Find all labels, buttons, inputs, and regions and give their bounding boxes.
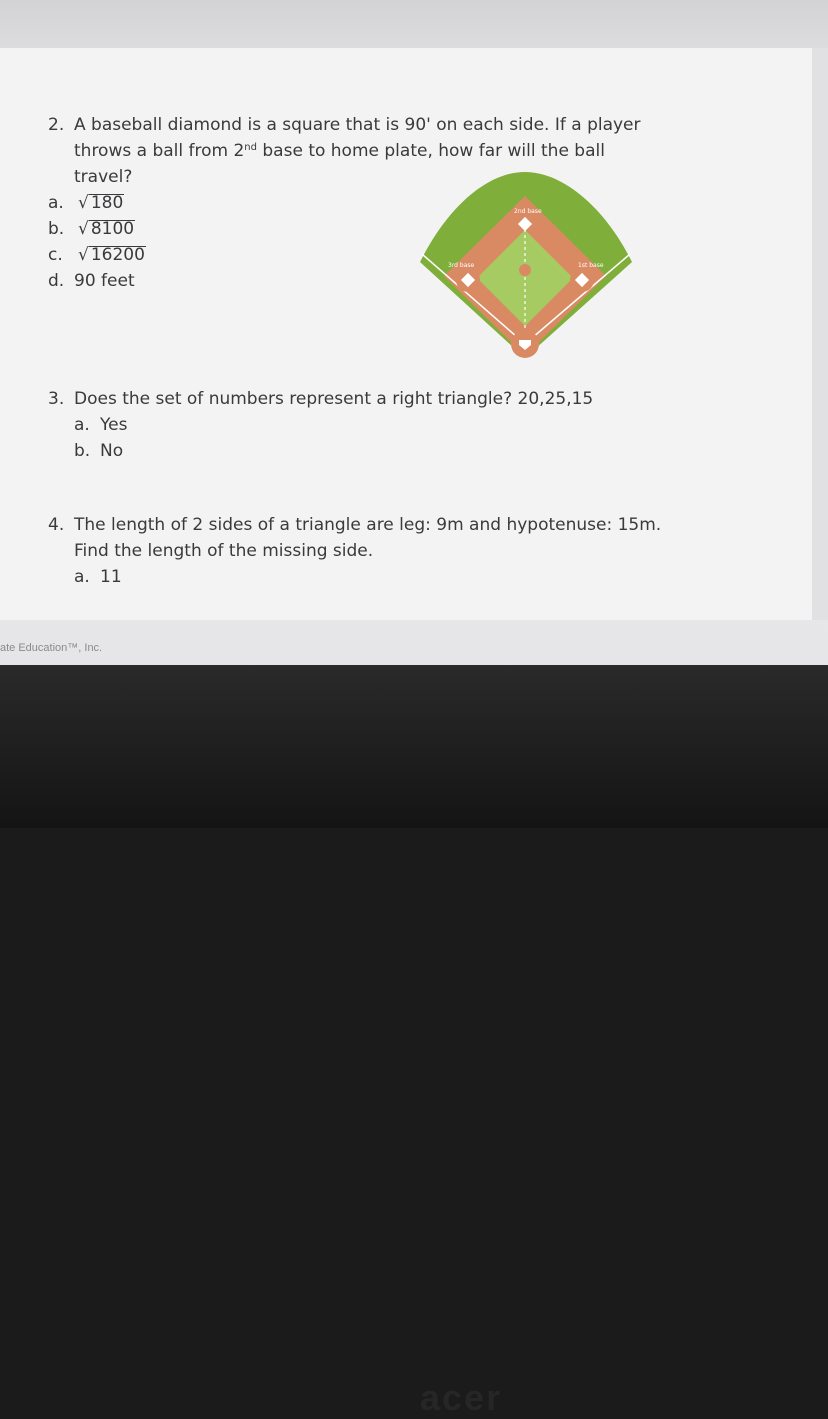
option-letter: b. [48, 219, 65, 239]
radicand: 8100 [90, 219, 135, 239]
screen [0, 0, 828, 665]
square-root-icon: √ [78, 245, 89, 265]
pitchers-mound [519, 264, 531, 276]
answer-option-a[interactable] [48, 412, 593, 438]
option-letter: d. [48, 271, 65, 291]
first-base-label: 1st base [578, 262, 604, 269]
option-letter: a. [74, 567, 90, 587]
option-letter: b. [74, 441, 91, 461]
question-text-line-1: A baseball diamond is a square that is 90' on each side. If a player [74, 115, 641, 135]
option-letter: c. [48, 245, 63, 265]
answer-option-a[interactable] [48, 564, 661, 590]
question-4 [48, 512, 661, 590]
ordinal-suffix: nd [244, 142, 257, 153]
third-base-label: 3rd base [448, 262, 475, 269]
option-text: No [100, 441, 124, 461]
option-letter: a. [74, 415, 90, 435]
question-text-line-2b: base to home plate, how far will the ball [256, 141, 605, 161]
radicand: 180 [90, 193, 124, 213]
question-number: 3. [48, 389, 65, 409]
square-root-icon: √ [78, 219, 89, 239]
square-root-icon: √ [78, 193, 89, 213]
question-number: 2. [48, 115, 65, 135]
question-text: Does the set of numbers represent a right triangle? 20,25,15 [74, 389, 594, 409]
question-text-line-3: travel? [74, 167, 133, 187]
option-letter: a. [48, 193, 64, 213]
baseball-diamond-diagram [408, 168, 648, 378]
option-text: Yes [100, 415, 128, 435]
question-3 [48, 386, 593, 464]
monitor-brand-logo: acer [420, 1377, 503, 1418]
second-base-label: 2nd base [514, 208, 542, 215]
scrollbar-track[interactable] [812, 48, 828, 620]
monitor-bezel [0, 665, 828, 1418]
answer-option-b[interactable] [48, 438, 593, 464]
question-text-line-2a: throws a ball from 2 [74, 141, 245, 161]
question-text-line-2: Find the length of the missing side. [74, 541, 374, 561]
top-bar [0, 0, 828, 48]
option-text: 90 feet [74, 271, 135, 291]
copyright-footer: ate Education™, Inc. [0, 642, 103, 654]
radicand: 16200 [90, 245, 145, 265]
question-number: 4. [48, 515, 65, 535]
option-text: 11 [100, 567, 122, 587]
question-text-line-1: The length of 2 sides of a triangle are leg: 9m and hypotenuse: 15m. [74, 515, 662, 535]
